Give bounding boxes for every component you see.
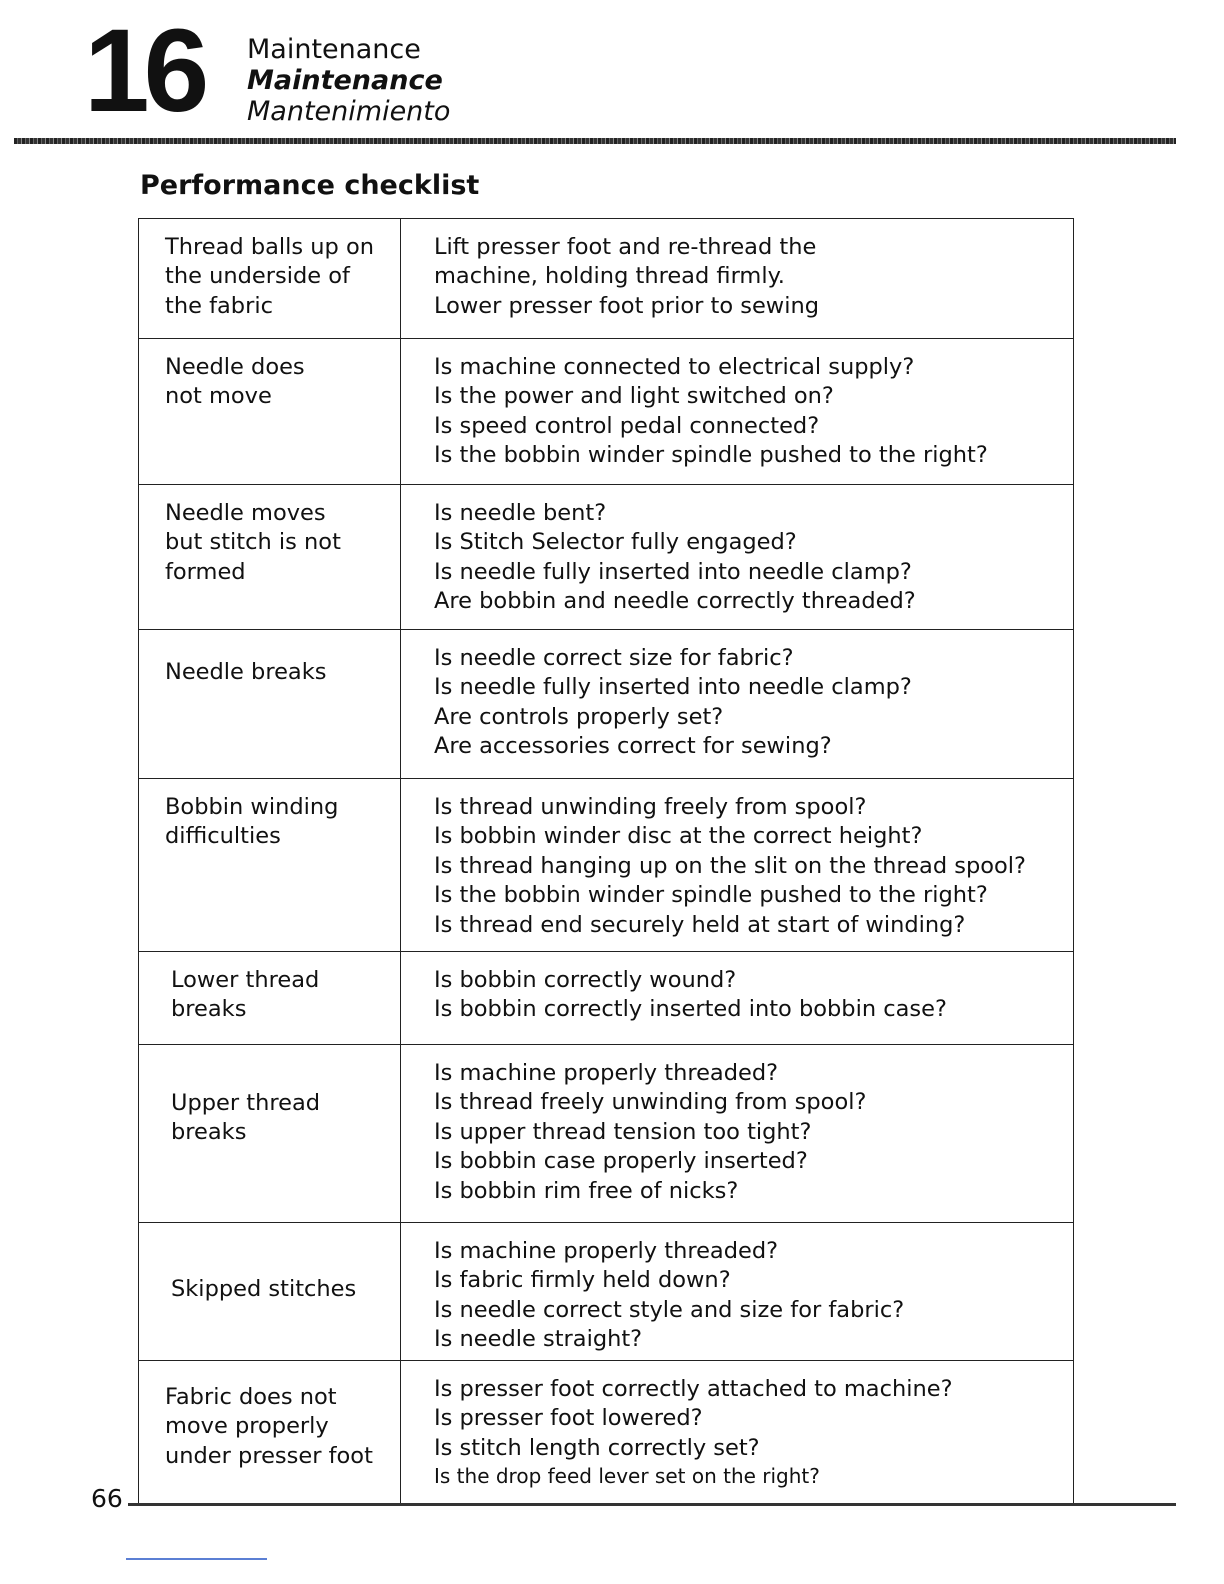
check-line: Is needle fully inserted into needle clamp? — [434, 558, 912, 585]
chapter-title-french: Maintenance — [247, 65, 443, 96]
checks-cell — [401, 779, 1074, 952]
problem-line: Bobbin winding — [165, 794, 339, 820]
table-row — [139, 1361, 1074, 1506]
problem-cell — [139, 1045, 401, 1223]
table-row — [139, 219, 1074, 339]
check-line: Is the bobbin winder spindle pushed to the right? — [434, 442, 988, 469]
problem-line: not move — [165, 383, 272, 410]
check-line: Is machine properly threaded? — [434, 1060, 779, 1086]
table-row — [139, 1223, 1074, 1361]
problem-line: difficulties — [165, 823, 281, 850]
section-title: Performance checklist — [140, 170, 480, 201]
check-line: Is needle correct style and size for fabric? — [434, 1296, 905, 1323]
checks-cell — [401, 952, 1074, 1045]
header-rule — [14, 138, 1176, 144]
problem-line: breaks — [171, 1119, 247, 1146]
problem-cell — [139, 485, 401, 630]
check-line: Is bobbin rim free of nicks? — [434, 1177, 739, 1204]
check-line: Is bobbin winder disc at the correct height? — [434, 823, 923, 850]
checks-cell — [401, 339, 1074, 485]
checks-cell — [401, 630, 1074, 779]
table-row — [139, 1045, 1074, 1223]
check-line: Lift presser foot and re-thread the — [434, 234, 817, 260]
check-line: Is thread unwinding freely from spool? — [434, 794, 867, 820]
checks-cell — [401, 485, 1074, 630]
problem-cell — [139, 1223, 401, 1361]
problem-line: Skipped stitches — [171, 1276, 357, 1302]
problem-cell — [139, 630, 401, 779]
table-row — [139, 339, 1074, 485]
check-line: Is machine properly threaded? — [434, 1238, 779, 1264]
chapter-number: 16 — [84, 5, 204, 137]
checks-cell — [401, 1045, 1074, 1223]
problem-line: the underside of — [165, 263, 350, 290]
check-line: Is speed control pedal connected? — [434, 412, 820, 439]
check-line: Is needle fully inserted into needle clamp? — [434, 674, 912, 701]
footer-link-line — [126, 1558, 267, 1560]
check-line: Is presser foot correctly attached to machine? — [434, 1376, 953, 1402]
problem-cell — [139, 1361, 401, 1506]
table-row — [139, 630, 1074, 779]
problem-line: Fabric does not — [165, 1384, 337, 1410]
checks-cell — [401, 1361, 1074, 1506]
check-line: Is upper thread tension too tight? — [434, 1118, 812, 1145]
problem-line: Needle breaks — [165, 659, 327, 685]
problem-line: Needle moves — [165, 500, 326, 526]
check-line: Is the power and light switched on? — [434, 383, 834, 410]
problem-line: Upper thread — [171, 1090, 321, 1116]
problem-line: formed — [165, 558, 246, 585]
table-row — [139, 485, 1074, 630]
problem-cell — [139, 952, 401, 1045]
check-line: machine, holding thread firmly. — [434, 263, 785, 290]
chapter-title-spanish: Mantenimiento — [247, 96, 451, 127]
problem-line: the fabric — [165, 292, 273, 319]
checks-cell — [401, 219, 1074, 339]
check-line: Is thread hanging up on the slit on the thread spool? — [434, 852, 1026, 879]
problem-line: breaks — [171, 996, 247, 1023]
check-line: Is fabric firmly held down? — [434, 1267, 731, 1294]
chapter-title-english: Maintenance — [247, 34, 421, 65]
check-line: Is thread end securely held at start of winding? — [434, 911, 966, 938]
problem-cell — [139, 339, 401, 485]
footer-rule — [128, 1503, 1176, 1506]
check-line: Is stitch length correctly set? — [434, 1434, 760, 1461]
problem-cell — [139, 779, 401, 952]
check-line: Is bobbin correctly wound? — [434, 967, 737, 993]
check-line: Is needle straight? — [434, 1326, 643, 1353]
problem-line: move properly — [165, 1413, 329, 1440]
chapter-titles — [247, 34, 450, 127]
check-line: Is the bobbin winder spindle pushed to the right? — [434, 882, 988, 909]
check-line: Is thread freely unwinding from spool? — [434, 1089, 867, 1116]
problem-line: Thread balls up on — [165, 234, 374, 260]
check-line: Lower presser foot prior to sewing — [434, 292, 820, 319]
problem-line: Lower thread — [171, 967, 320, 993]
check-line: Is bobbin correctly inserted into bobbin case? — [434, 996, 947, 1023]
table-row — [139, 779, 1074, 952]
check-line: Is needle bent? — [434, 500, 607, 526]
check-line: Is presser foot lowered? — [434, 1405, 703, 1432]
table-row — [139, 952, 1074, 1045]
check-line: Is machine connected to electrical supply? — [434, 354, 915, 380]
problem-line: Needle does — [165, 354, 305, 380]
page-number: 66 — [91, 1484, 123, 1513]
check-line: Is Stitch Selector fully engaged? — [434, 529, 797, 556]
problem-line: but stitch is not — [165, 529, 341, 556]
problem-cell — [139, 219, 401, 339]
performance-checklist-table — [138, 218, 1074, 1506]
problem-line: under presser foot — [165, 1442, 373, 1469]
check-line: Is needle correct size for fabric? — [434, 645, 794, 671]
check-line: Are accessories correct for sewing? — [434, 733, 832, 760]
check-line: Are controls properly set? — [434, 703, 724, 730]
checks-cell — [401, 1223, 1074, 1361]
check-line: Is the drop feed lever set on the right? — [434, 1464, 820, 1489]
check-line: Are bobbin and needle correctly threaded? — [434, 588, 916, 615]
check-line: Is bobbin case properly inserted? — [434, 1148, 808, 1175]
